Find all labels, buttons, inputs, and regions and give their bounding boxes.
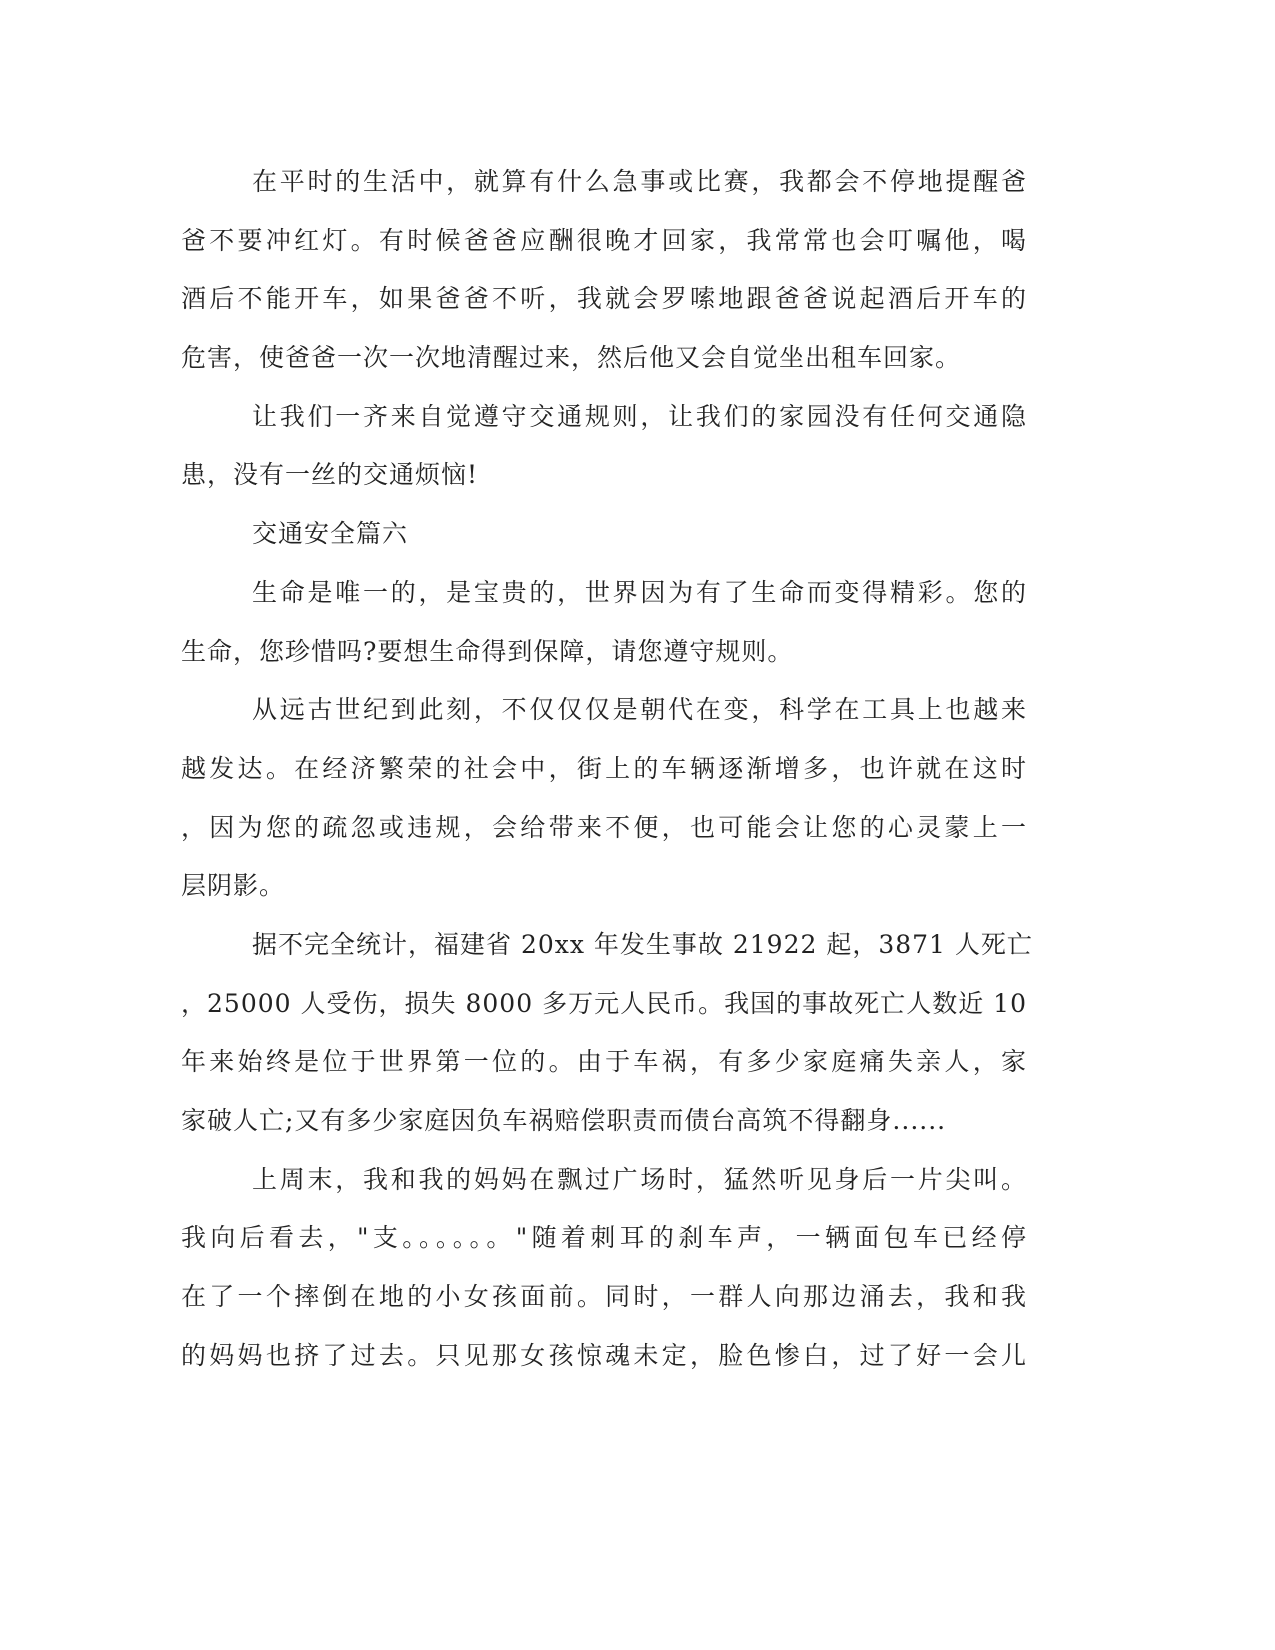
document-page (181, 164, 1033, 1396)
text-line: 让我们一齐来自觉遵守交通规则，让我们的家园没有任何交通隐 (252, 401, 1027, 431)
text-line: 生命是唯一的，是宝贵的，世界因为有了生命而变得精彩。您的 (252, 577, 1027, 607)
text-line: ，因为您的疏忽或违规，会给带来不便，也可能会让您的心灵蒙上一 (181, 812, 1027, 842)
text-line: 我向后看去，"支。。。。。。"随着刺耳的刹车声，一辆面包车已经停 (181, 1223, 1027, 1253)
text-line: 患，没有一丝的交通烦恼! (181, 460, 479, 490)
text-line: 家破人亡;又有多少家庭因负车祸赔偿职责而债台高筑不得翻身...... (181, 1106, 947, 1135)
text-line: 年来始终是位于世界第一位的。由于车祸，有多少家庭痛失亲人，家 (181, 1047, 1027, 1077)
text-line: 爸不要冲红灯。有时候爸爸应酬很晚才回家，我常常也会叮嘱他，喝 (181, 225, 1027, 255)
text-line: 据不完全统计，福建省 20xx 年发生事故 21922 起，3871 人死亡 (252, 929, 1033, 959)
text-line: 生命，您珍惜吗?要想生命得到保障，请您遵守规则。 (181, 636, 794, 666)
text-line: ，25000 人受伤，损失 8000 多万元人民币。我国的事故死亡人数近 10 (181, 988, 1027, 1018)
text-line: 越发达。在经济繁荣的社会中，街上的车辆逐渐增多，也许就在这时 (181, 753, 1027, 783)
text-line: 从远古世纪到此刻，不仅仅仅是朝代在变，科学在工具上也越来 (252, 695, 1027, 725)
text-line: 的妈妈也挤了过去。只见那女孩惊魂未定，脸色惨白，过了好一会儿 (181, 1340, 1027, 1370)
text-line: 上周末，我和我的妈妈在飘过广场时，猛然听见身后一片尖叫。 (252, 1164, 1027, 1194)
text-line: 在了一个摔倒在地的小女孩面前。同时，一群人向那边涌去，我和我 (181, 1282, 1027, 1312)
text-line: 层阴影。 (181, 871, 286, 901)
text-line: 在平时的生活中，就算有什么急事或比赛，我都会不停地提醒爸 (252, 167, 1027, 196)
text-line: 酒后不能开车，如果爸爸不听，我就会罗嗦地跟爸爸说起酒后开车的 (181, 284, 1027, 314)
text-line: 交通安全篇六 (252, 519, 409, 549)
text-line: 危害，使爸爸一次一次地清醒过来，然后他又会自觉坐出租车回家。 (181, 343, 962, 373)
